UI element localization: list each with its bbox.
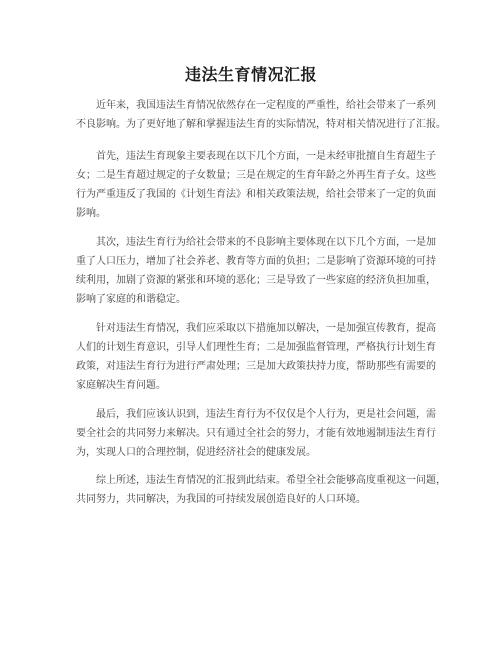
paragraph-line: 女；二是生育超过规定的子女数量；三是在规定的生育年龄之外再生育子女。这些 <box>76 170 436 181</box>
paragraph-line: 影响。 <box>76 208 106 219</box>
paragraph-line: 不良影响。为了更好地了解和掌握违法生育的实际情况，特对相关情况进行了汇报。 <box>76 119 446 130</box>
paragraph-6 <box>76 471 446 509</box>
paragraph-line: 为，实现人口的合理控制，促进经济社会的健康发展。 <box>76 447 316 458</box>
paragraph-4 <box>76 319 436 395</box>
paragraph-line: 近年来，我国违法生育情况依然存在一定程度的严重性，给社会带来了一系列 <box>96 100 436 111</box>
paragraph-line: 要全社会的共同努力来解决。只有通过全社会的努力，才能有效地遏制违法生育行 <box>76 428 436 439</box>
paragraph-line: 针对违法生育情况，我们应采取以下措施加以解决，一是加强宣传教育，提高 <box>96 323 436 334</box>
paragraph-line: 其次，违法生育行为给社会带来的不良影响主要体现在以下几个方面，一是加 <box>96 237 436 248</box>
paragraph-line: 人们的计划生育意识，引导人们理性生育；二是加强监督管理，严格执行计划生育 <box>76 342 436 353</box>
paragraph-line: 重了人口压力，增加了社会养老、教育等方面的负担；二是影响了资源环境的可持 <box>76 256 436 267</box>
paragraph-3 <box>76 233 436 309</box>
paragraph-line: 行为严重违反了我国的《计划生育法》和相关政策法规，给社会带来了一定的负面 <box>76 189 436 200</box>
paragraph-line: 影响了家庭的和谐稳定。 <box>76 294 186 305</box>
paragraph-1 <box>76 96 446 134</box>
document-title: 违法生育情况汇报 <box>184 65 317 84</box>
paragraph-line: 首先，违法生育现象主要表现在以下几个方面，一是未经审批擅自生育超生子 <box>96 151 436 162</box>
paragraph-line: 续利用，加剧了资源的紧张和环境的恶化；三是导致了一些家庭的经济负担加重， <box>76 275 436 286</box>
paragraph-line: 家庭解决生育问题。 <box>76 380 166 391</box>
paragraph-line: 政策，对违法生育行为进行严肃处理；三是加大政策扶持力度，帮助那些有需要的 <box>76 361 436 372</box>
paragraph-line: 共同努力，共同解决，为我国的可持续发展创造良好的人口环境。 <box>76 494 366 505</box>
paragraph-2 <box>76 147 436 223</box>
paragraph-5 <box>76 405 436 462</box>
paragraph-line: 最后，我们应该认识到，违法生育行为不仅仅是个人行为，更是社会问题，需 <box>96 409 436 420</box>
paragraph-line: 综上所述，违法生育情况的汇报到此结束。希望全社会能够高度重视这一问题， <box>96 475 446 486</box>
